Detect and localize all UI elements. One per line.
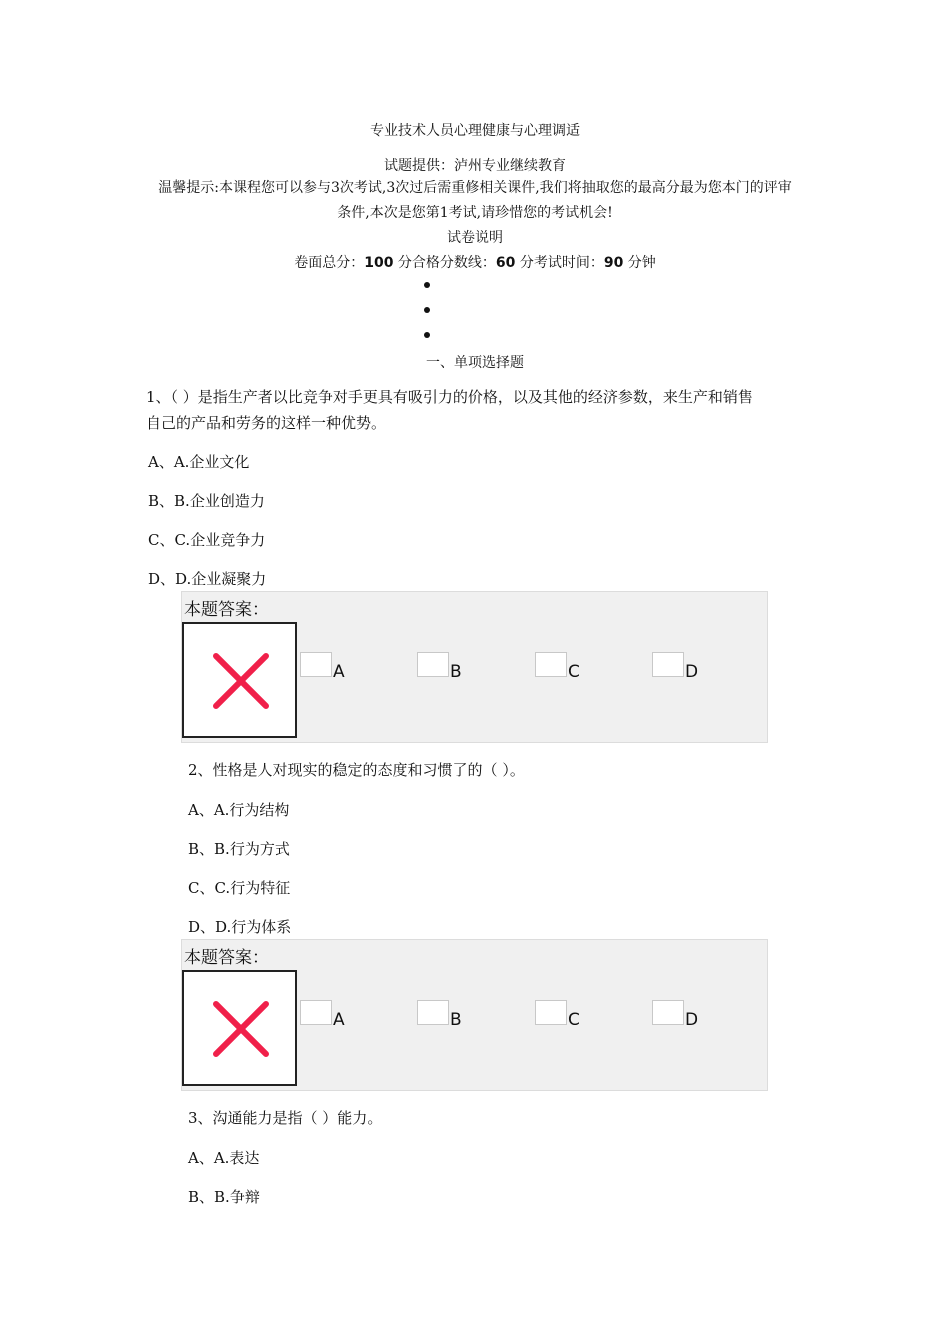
q1-option-c[interactable]: C、C.企业竞争力 [148, 531, 266, 549]
q1-option-a[interactable]: A、A.企业文化 [148, 453, 250, 471]
q1-answer-panel [181, 591, 768, 743]
exam-provider: 试题提供：泸州专业继续教育 [384, 158, 566, 174]
question-line: 自己的产品和劳务的这样一种优势。 [146, 414, 387, 432]
question-1-text [146, 384, 753, 436]
question-2-text: 2、性格是人对现实的稳定的态度和习惯了的（ ）。 [188, 761, 525, 779]
q2-checkbox-b[interactable] [417, 1000, 449, 1025]
q1-checkbox-label-c: C [568, 662, 580, 682]
section-title: 一、单项选择题 [426, 355, 524, 371]
q3-option-a[interactable]: A、A.表达 [188, 1149, 260, 1167]
instructions-heading: 试卷说明 [447, 230, 503, 246]
bullet-dot [424, 307, 430, 313]
score-info [0, 252, 950, 272]
hint-line-1: 温馨提示:本课程您可以参与3次考试,3次过后需重修相关课件,我们将抽取您的最高分最为您本门的评审 [158, 180, 792, 196]
answer-label: 本题答案： [184, 948, 269, 968]
time-suffix: 分钟 [627, 255, 656, 271]
q2-checkbox-label-a: A [333, 1010, 345, 1030]
q2-option-d[interactable]: D、D.行为体系 [188, 918, 292, 936]
q2-option-c[interactable]: C、C.行为特征 [188, 879, 291, 897]
exam-time: 90 [603, 255, 624, 271]
wrong-mark-box [182, 622, 297, 738]
red-x-icon [212, 1000, 270, 1058]
wrong-mark-box [182, 970, 297, 1086]
q1-option-d[interactable]: D、D.企业凝聚力 [148, 570, 267, 588]
question-line: 1、（ ）是指生产者以比竞争对手更具有吸引力的价格，以及其他的经济参数，来生产和销售 [146, 388, 753, 406]
time-prefix: 分考试时间： [519, 255, 604, 271]
q2-option-b[interactable]: B、B.行为方式 [188, 840, 290, 858]
q2-checkbox-label-d: D [685, 1010, 699, 1030]
answer-label: 本题答案： [184, 600, 269, 620]
q2-checkbox-d[interactable] [652, 1000, 684, 1025]
pass-prefix: 分合格分数线： [397, 255, 496, 271]
exam-title: 专业技术人员心理健康与心理调适 [370, 123, 580, 139]
q2-checkbox-label-c: C [568, 1010, 580, 1030]
q1-checkbox-label-d: D [685, 662, 699, 682]
q1-checkbox-label-b: B [450, 662, 462, 682]
q2-checkbox-label-b: B [450, 1010, 462, 1030]
hint-line-2: 条件,本次是您第1考试,请珍惜您的考试机会! [337, 205, 613, 221]
q1-checkbox-c[interactable] [535, 652, 567, 677]
q2-checkbox-c[interactable] [535, 1000, 567, 1025]
total-score: 100 [364, 255, 394, 271]
q2-answer-panel [181, 939, 768, 1091]
bullet-dot [424, 282, 430, 288]
q2-checkbox-a[interactable] [300, 1000, 332, 1025]
question-3-text: 3、沟通能力是指（ ）能力。 [188, 1109, 383, 1127]
pass-score: 60 [495, 255, 516, 271]
q1-checkbox-d[interactable] [652, 652, 684, 677]
q1-checkbox-a[interactable] [300, 652, 332, 677]
q1-checkbox-label-a: A [333, 662, 345, 682]
bullet-dot [424, 332, 430, 338]
q3-option-b[interactable]: B、B.争辩 [188, 1188, 260, 1206]
q1-option-b[interactable]: B、B.企业创造力 [148, 492, 265, 510]
score-prefix: 卷面总分： [294, 255, 365, 271]
red-x-icon [212, 652, 270, 710]
q2-option-a[interactable]: A、A.行为结构 [188, 801, 290, 819]
q1-checkbox-b[interactable] [417, 652, 449, 677]
